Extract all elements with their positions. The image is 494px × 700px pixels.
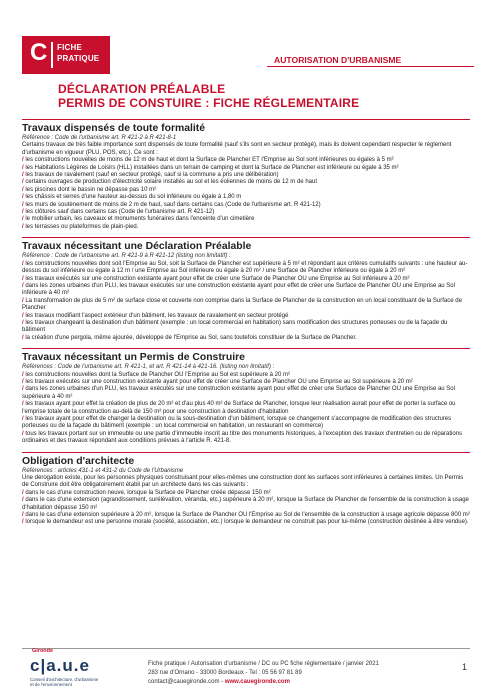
list-item: / les travaux changeant la destination d'un bâtiment (exemple : un local commercial en habitation) sans modification des structures porteuses ou de la façade du bâtiment [22, 319, 448, 334]
list-item: / les Habitations Légères de Loisirs (HLL) installées dans un terrain de camping et dont la Surface de Plancher est inférieure ou égale à 35 m² [22, 164, 399, 171]
badge-divider [51, 42, 53, 68]
document-title-line-1: DÉCLARATION PRÉALABLE [58, 82, 226, 96]
list-item: / les constructions nouvelles dont la Surface de Plancher OU l'Emprise au Sol est supérieure à 20 m² [22, 371, 290, 378]
list-item: / La transformation de plus de 5 m² de surface close et couverte non comprise dans la Surface de Plancher de la construction en un local constituant de la Surface de Plancher [22, 297, 462, 312]
badge-line-2: PRATIQUE [57, 54, 100, 63]
caue-logo: c|a.u.e [30, 656, 90, 675]
list-item: / dans les zones urbaines d'un PLU, les travaux exécutés sur une construction existante ayant pour effet de créer une Surface de Plancher OU une Emprise au Sol inférieure à 40 m² [22, 282, 455, 297]
fiche-pratique-badge [22, 36, 110, 74]
list-item: / les travaux ayant pour effet de changer la destination ou la sous-destination d'un bâtiment, lorsque ce changement s'accompagne de modification des structures porteuses ou de la façade du bâtiment (exemple : un local commercial en habitation, un restaurant en commerce) [22, 416, 452, 430]
section-title: Travaux dispensés de toute formalité [22, 123, 206, 134]
page-number: 1 [462, 662, 468, 672]
badge-line-1: FICHE [57, 43, 82, 52]
list-item: / la création d'une pergola, même ajourée, développe de l'Emprise au Sol, sans toutefois constituer de la Surface de Plancher. [22, 334, 357, 341]
list-item: / les constructions nouvelles de moins de 12 m de haut et dont la Surface de Plancher ET l'Emprise au Sol sont inférieures ou égales à 5 m² [22, 157, 394, 164]
section-reference: Référence : Code de l'urbanisme art. R 421-2 à R 421-8-1 [22, 135, 177, 141]
list-item: / les travaux exécutés sur une construction existante ayant pour effet de créer une Surface de Plancher OU une Emprise au Sol inférieure à 20 m² [22, 275, 410, 282]
document-body [22, 119, 470, 527]
list-item: / dans le cas d'une extension supérieure à 20 m², lorsque la Surface de Plancher OU l'Emprise au Sol de l'ensemble de la construction à usage agricole dépasse 800 m² [22, 512, 470, 519]
list-item: / les travaux de ravalement (sauf en secteur protégé, sauf si la commune a pris une délibération) [22, 172, 279, 179]
list-item: / les murs de soutènement de moins de 2 m de haut, sauf dans certains cas (Code de l'urbanisme art. R 421-12) [22, 201, 321, 208]
list-item: / les clôtures sauf dans certains cas (Code de l'urbanisme art. R 421-12) [22, 209, 215, 216]
section-reference: Référence : Code de l'urbanisme art. R 421-9 à R 421-12 (listing non limitatif) : [22, 253, 231, 260]
list-item: / lorsque le demandeur est une personne morale (société, association, etc.) lorsque le demandeur ne construit pas pour lui-même (construction destinée à être vendue). [22, 519, 469, 526]
footer-email[interactable]: contact@cauegironde.com - [148, 679, 224, 685]
section-reference: Références : articles 431-1 et 431-2 du Code de l'Urbanisme [22, 467, 184, 474]
paragraph: Certains travaux de très faible importance sont dispensés de toute formalité (sauf s'ils sont en secteur protégé), mais ils doivent cependant respecter le règlement d'urbanisme en vigueur (PLU, POS, etc.). Ce sont : [22, 142, 452, 156]
list-item: / les travaux ayant pour effet la création de plus de 20 m² et d'au plus 40 m² de Surface de Plancher, lorsque leur réalisation aurait pour effet de porter la surface ou l'emprise totale de la construction au-delà de 150 m² pour une construction à destination d'habitation [22, 401, 456, 415]
footer-address: 283 rue d'Ornano - 33000 Bordeaux - Tel : 05 56 97 81 89 [148, 670, 302, 676]
list-item: / dans les zones urbaines d'un PLU, les travaux exécutés sur une construction existante ayant pour effet de créer une Surface de Plancher OU une Emprise au Sol supérieure à 40 m² [22, 386, 455, 400]
section-rule [22, 348, 470, 349]
list-item: / certains ouvrages de production d'électricité solaire installés au sol et les éoliennes de moins de 12 m de haut [22, 179, 317, 186]
list-item: / le mobilier urbain, les caveaux et monuments funéraires dans l'enceinte d'un cimetière [22, 216, 255, 223]
logo-gironde-label: Gironde [32, 648, 54, 654]
document-title-line-2: PERMIS DE CONSTUIRE : FICHE RÉGLEMENTAIRE [58, 96, 360, 110]
logo-subtitle-2: et de l'environnement [30, 682, 72, 687]
list-item: / les châssis et serres d'une hauteur au-dessus du sol inférieure ou égale à 1,80 m [22, 194, 242, 201]
list-item: / dans le cas d'une extension (agrandissement, surélévation, véranda, etc.) supérieure à 20 m², lorsque la Surface de Plancher de l'ensemble de la construction à usage d'habitation dépasse 150 m² [22, 497, 469, 511]
paragraph: Une dérogation existe, pour les personnes physiques construisant pour elles-mêmes une construction dont les surfaces sont inférieures à certaines limites. Un Permis de Construire doit être obligatoirement établi par un architecte dans les cas suivants : [22, 475, 464, 489]
list-item: / les travaux exécutés sur une construction existante ayant pour effet de créer une Surface de Plancher OU une Emprise au Sol supérieure à 20 m² [22, 378, 413, 385]
section-title: Travaux nécessitant un Permis de Construire [22, 352, 245, 364]
footer-website-link[interactable]: www.cauegironde.com [224, 679, 290, 685]
section-rule [22, 237, 470, 238]
footer-contact [148, 679, 290, 685]
list-item: / les travaux modifiant l'aspect extérieur d'un bâtiment, les travaux de ravalement en secteur protégé [22, 312, 289, 319]
section-title: Travaux nécessitant une Déclaration Préalable [22, 241, 252, 253]
category-label: AUTORISATION D'URBANISME [274, 55, 402, 65]
footer-doc-info: Fiche pratique / Autorisation d'urbanisme / DC ou PC fiche réglementaire / janvier 2021 [148, 661, 379, 667]
logo-subtitle-1: Conseil d'architecture, d'urbanisme [30, 677, 99, 682]
list-item: / les piscines dont le bassin ne dépasse pas 10 m² [22, 186, 157, 193]
category-underline [267, 66, 474, 67]
list-item: / tous les travaux portant sur un immeuble ou une partie d'immeuble inscrit au titre des monuments historiques, à l'exception des travaux d'entretien ou de réparations ordinaires et des travaux répondant aux conditions prévues à l'article R. 421-8. [22, 430, 463, 445]
list-item: / les constructions nouvelles dont soit l'Emprise au Sol, soit la Surface de Plancher est supérieure à 5 m² et répondant aux critères cumulatifs suivants : une hauteur au-dessus du sol inférieure ou égale à 12 m / une Emprise au Sol inférieure ou égale à 20 m² / une Surface de Plancher inférieure ou égale à 20 m² [22, 260, 468, 275]
list-item: / dans le cas d'une construction neuve, lorsque la Surface de Plancher créée dépasse 150 m² [22, 489, 271, 496]
badge-letter: C [30, 39, 48, 66]
section-reference: Références : Code de l'urbanisme art. R 421-1, et art. R 421-14 à 421-16. (listing non limitatif) : [22, 364, 275, 371]
section-rule [22, 119, 470, 120]
section-rule [22, 452, 470, 453]
list-item: / les terrasses ou plateformes de plain-pied. [22, 223, 139, 230]
section-title: Obligation d'architecte [22, 455, 135, 467]
footer-rule [22, 648, 470, 649]
